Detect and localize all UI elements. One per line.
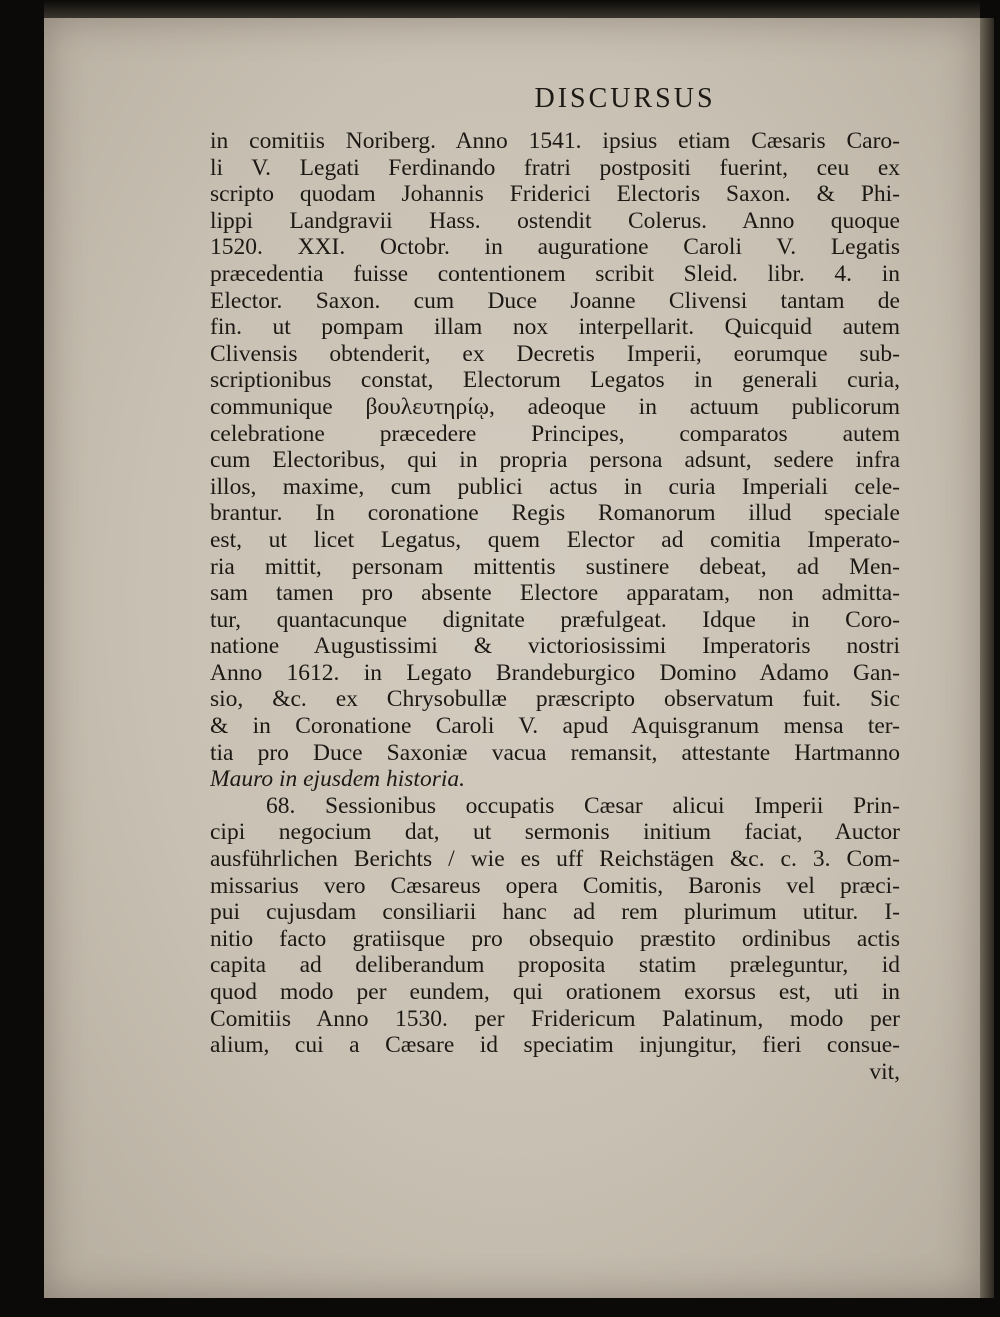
text-line: cum Electoribus, qui in propria persona adsunt, sedere infra <box>210 447 900 474</box>
text-line: lippi Landgravii Hass. ostendit Colerus. Anno quoque <box>210 207 900 234</box>
text-line: tur, quantacunque dignitate præfulgeat. Idque in Coro- <box>210 606 900 633</box>
text-line: quod modo per eundem, qui orationem exorsus est, uti in <box>210 979 900 1005</box>
page-top-shadow <box>44 0 980 18</box>
text-line: sio, &c. ex Chrysobullæ præscripto observatum fuit. Sic <box>210 686 900 713</box>
text-line: scriptionibus constat, Electorum Legatos in generali curia, <box>210 367 900 394</box>
text-line: nitio facto gratiisque pro obsequio præstito ordinibus actis <box>210 925 900 952</box>
running-header <box>0 83 1000 115</box>
text-line: Elector. Saxon. cum Duce Joanne Clivensi tantam de <box>210 287 900 314</box>
text-line: celebratione præcedere Principes, comparatos autem <box>210 420 900 447</box>
text-line: brantur. In coronatione Regis Romanorum illud speciale <box>210 500 900 527</box>
text-line: communique βουλευτηρίῳ, adeoque in actuum publicorum <box>210 393 900 420</box>
text-line: alium, cui a Cæsare id speciatim injungitur, fieri consue- <box>210 1032 900 1059</box>
text-line: Comitiis Anno 1530. per Fridericum Palatinum, modo per <box>210 1005 900 1032</box>
text-line: tia pro Duce Saxoniæ vacua remansit, attestante Hartmanno <box>210 739 900 766</box>
text-line: præcedentia fuisse contentionem scribit Sleid. libr. 4. in <box>210 260 900 287</box>
text-line: in comitiis Noriberg. Anno 1541. ipsius etiam Cæsaris Caro- <box>210 128 900 154</box>
text-line: capita ad deliberandum proposita statim præleguntur, id <box>210 952 900 979</box>
text-line: scripto quodam Johannis Friderici Electoris Saxon. & Phi- <box>210 181 900 208</box>
catchword: vit, <box>869 1058 900 1085</box>
text-line: ausführlichen Berichts / wie es uff Reichstägen &c. c. 3. Com- <box>210 846 900 873</box>
text-line: Clivensis obtenderit, ex Decretis Imperii, eorumque sub- <box>210 340 900 367</box>
text-line: Anno 1612. in Legato Brandeburgico Domino Adamo Gan- <box>210 659 900 686</box>
text-line: natione Augustissimi & victoriosissimi Imperatoris nostri <box>210 633 900 660</box>
text-line: li V. Legati Ferdinando fratri postpositi fuerint, ceu ex <box>210 154 900 181</box>
text-line: & in Coronatione Caroli V. apud Aquisgranum mensa ter- <box>210 713 900 740</box>
text-line: ria mittit, personam mittentis sustinere debeat, ad Men- <box>210 553 900 580</box>
text-line: fin. ut pompam illam nox interpellarit. Quicquid autem <box>210 314 900 341</box>
page-edge <box>980 18 994 1298</box>
running-header-text: DISCURSUS <box>534 83 716 114</box>
text-line: 1520. XXI. Octobr. in auguratione Caroli V. Legatis <box>210 234 900 261</box>
text-line: cipi negocium dat, ut sermonis initium faciat, Auctor <box>210 819 900 846</box>
text-line: 68. Sessionibus occupatis Cæsar alicui Imperii Prin- <box>266 792 900 819</box>
text-line: illos, maxime, cum publici actus in curia Imperiali cele- <box>210 473 900 500</box>
text-line: est, ut licet Legatus, quem Elector ad comitia Imperato- <box>210 526 900 553</box>
text-line: sam tamen pro absente Electore apparatam, non admitta- <box>210 580 900 607</box>
body-text <box>210 128 900 1085</box>
text-line: missarius vero Cæsareus opera Comitis, Baronis vel præci- <box>210 872 900 899</box>
text-line: Mauro in ejusdem historia. <box>210 766 466 793</box>
text-line: pui cujusdam consiliarii hanc ad rem plurimum utitur. I- <box>210 899 900 926</box>
